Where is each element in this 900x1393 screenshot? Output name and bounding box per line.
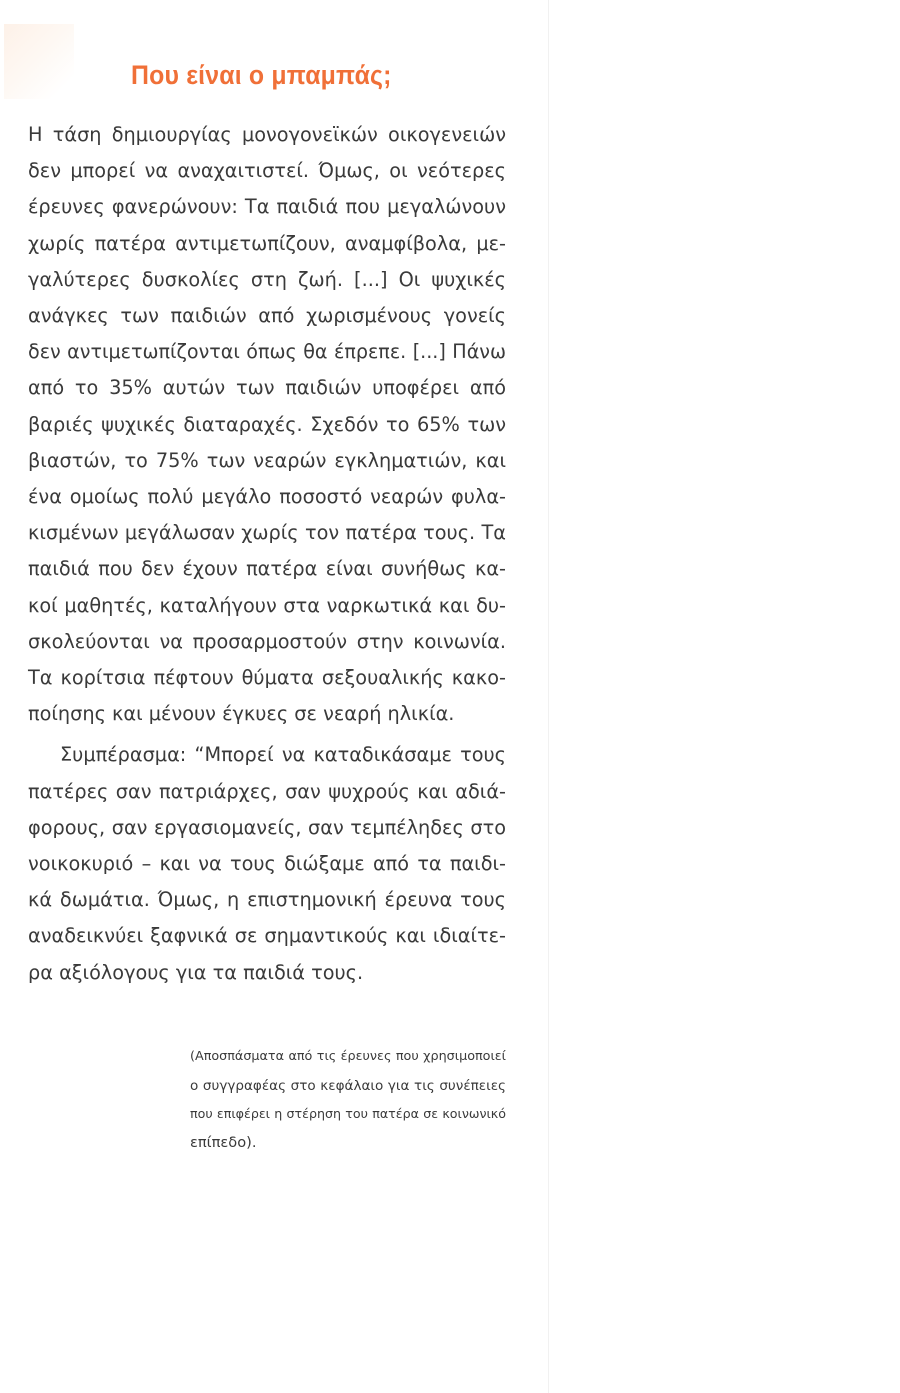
text-line: δεν μπορεί να αναχαιτιστεί. Όμως, οι νεότερες [28,159,506,183]
text-line: φορους, σαν εργασιομανείς, σαν τεμπέληδες στο [28,815,506,839]
text-line: βαριές ψυχικές διαταραχές. Σχεδόν το 65% των [28,412,506,436]
text-line: σκολεύονται να προσαρμοστούν στην κοινωνία. [28,629,506,653]
text-line: Συμπέρασμα: “Μπορεί να καταδικάσαμε τους [60,743,506,767]
text-line: πατέρες σαν πατριάρχες, σαν ψυχρούς και αδιά- [28,779,506,803]
text-line: χωρίς πατέρα αντιμετωπίζουν, αναμφίβολα, με- [28,231,506,255]
text-line: έρευνες φανερώνουν: Τα παιδιά που μεγαλώνουν [28,195,506,219]
footnote [190,1043,506,1157]
text-line: κοί μαθητές, καταλήγουν στα ναρκωτικά και δυ- [28,593,506,617]
body-text [28,117,506,991]
text-line: δεν αντιμετωπίζονται όπως θα έπρεπε. [...] Πάνω [28,340,506,364]
text-line: ανάγκες των παιδιών από χωρισμένους γονείς [28,304,506,328]
text-line: παιδιά που δεν έχουν πατέρα είναι συνήθως κα- [28,557,506,581]
text-line: βιαστών, το 75% των νεαρών εγκληματιών, και [28,448,506,472]
paragraph-1 [28,117,506,732]
text-line: αναδεικνύει ξαφνικά σε σημαντικούς και ιδιαίτε- [28,924,506,948]
footnote-line: (Αποσπάσματα από τις έρευνες που χρησιμοποιεί [190,1049,506,1064]
page-title: Που είναι ο μπαμπάς; [131,60,392,90]
text-line: ένα ομοίως πολύ μεγάλο ποσοστό νεαρών φυλα- [28,485,506,509]
text-line: κά δωμάτια. Όμως, η επιστημονική έρευνα τους [28,888,506,912]
footnote-line: επίπεδο). [190,1133,257,1151]
paragraph-2 [28,737,506,990]
text-line: Η τάση δημιουργίας μονογονεϊκών οικογενειών [28,123,506,146]
text-line: ρα αξιόλογους για τα παιδιά τους. [28,960,364,984]
corner-tint [4,24,74,99]
text-line: από το 35% αυτών των παιδιών υποφέρει από [28,376,506,400]
text-line: νοικοκυριό – και να τους διώξαμε από τα παιδι- [28,852,506,876]
text-line: γαλύτερες δυσκολίες στη ζωή. [...] Οι ψυχικές [28,267,506,291]
footnote-line: ο συγγραφέας στο κεφάλαιο για τις συνέπειες [190,1077,506,1094]
text-line: Τα κορίτσια πέφτουν θύματα σεξουαλικής κακο- [28,666,506,690]
footnote-line: που επιφέρει η στέρηση του πατέρα σε κοινωνικό [190,1106,506,1121]
text-line: ποίησης και μένουν έγκυες σε νεαρή ηλικία. [28,702,455,726]
text-line: κισμένων μεγάλωσαν χωρίς τον πατέρα τους. Τα [28,521,506,545]
